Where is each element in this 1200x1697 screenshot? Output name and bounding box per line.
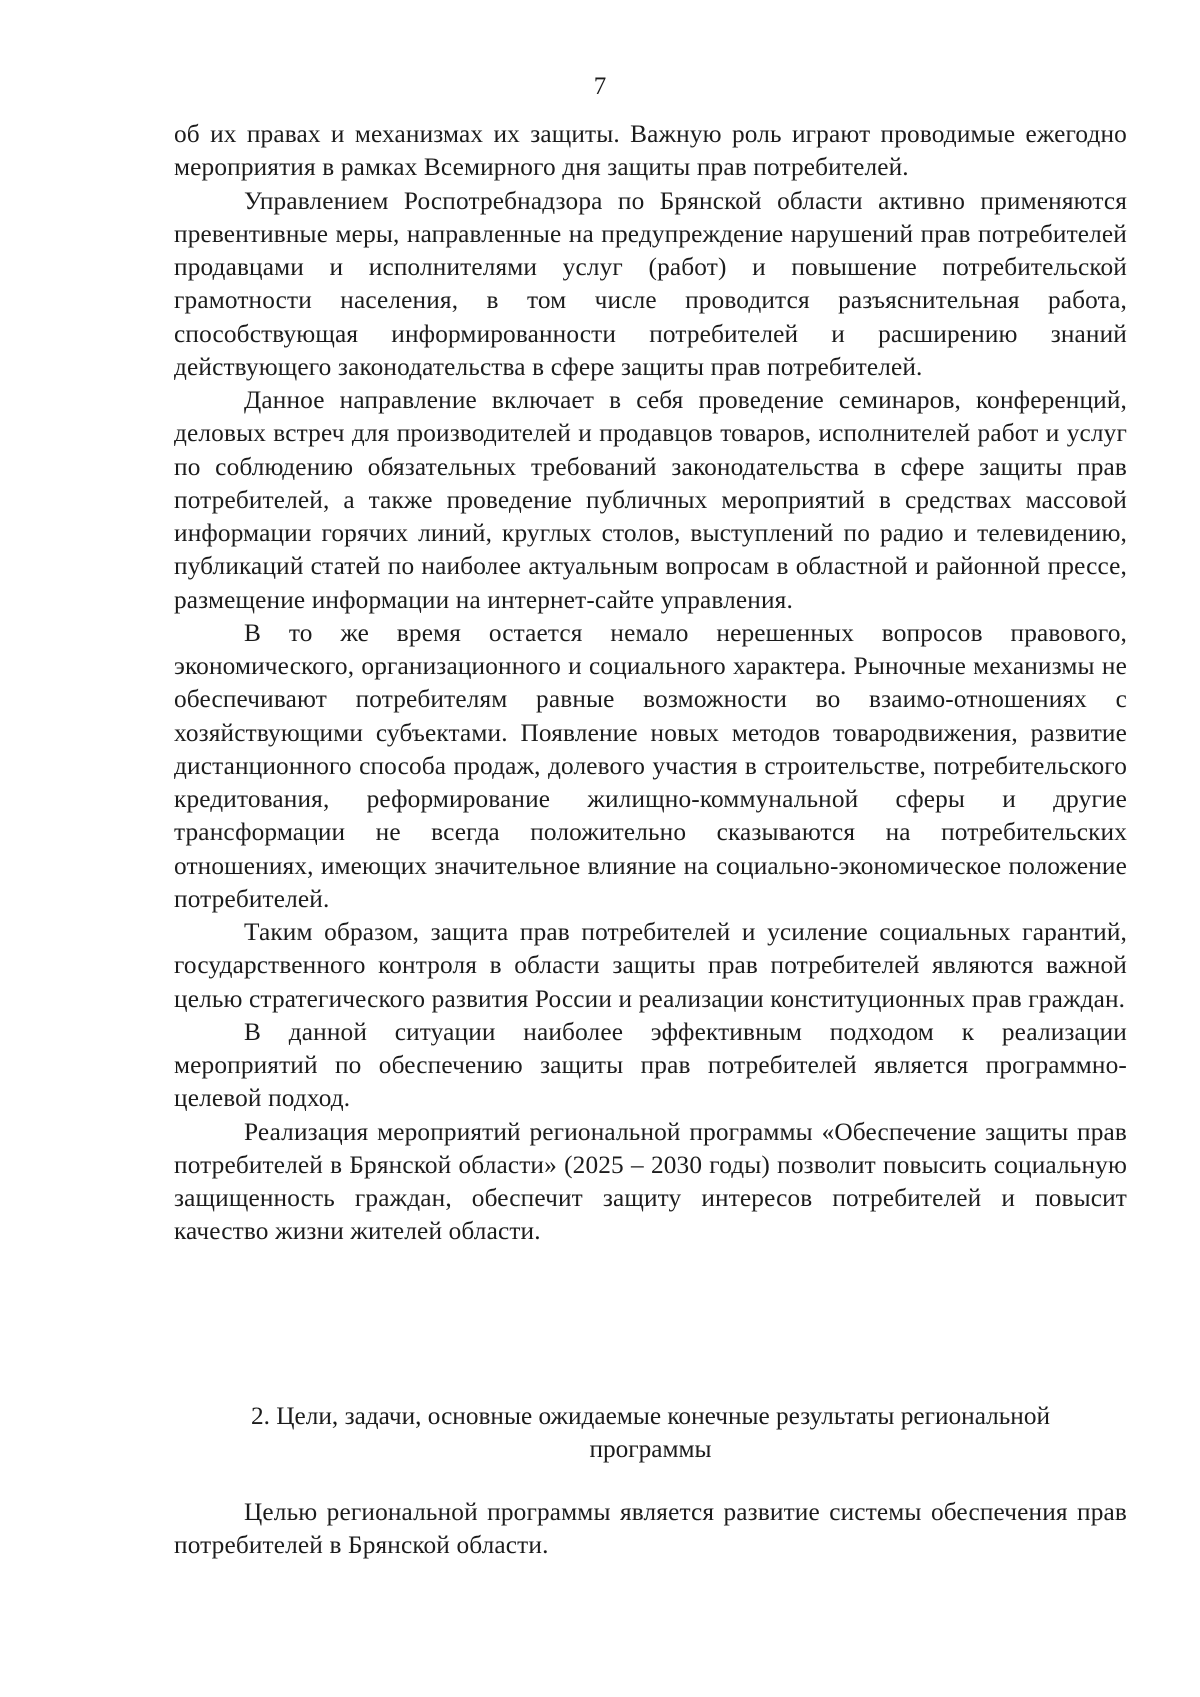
paragraph-unresolved-issues: В то же время остается немало нерешенных вопросов правового, экономического, организационного и социального характера. Рыночные механизмы не обеспечивают потребителям равные возможности во взаимо-отношениях с хозяйствующими субъектами. Появление новых методов товародвижения, развитие дистанционного способа продаж, долевого участия в строительстве, потребительского кредитования, реформирование жилищно-коммунальной сферы и другие трансформации не всегда положительно сказываются на потребительских отношениях, имеющих значительное влияние на социально-экономическое положение потребителей. [174, 618, 1127, 913]
paragraph-conclusion: Таким образом, защита прав потребителей и усиление социальных гарантий, государственного контроля в области защиты прав потребителей являются важной целью стратегического развития России и реализации конституционных прав граждан. [174, 918, 1127, 1013]
section-heading-line-1: 2. Цели, задачи, основные ожидаемые конечные результаты региональной [250, 1402, 1051, 1430]
paragraph-direction: Данное направление включает в себя проведение семинаров, конференций, деловых встреч для производителей и продавцов товаров, исполнителей работ и услуг по соблюдению обязательных требований законодательства в сфере защиты прав потребителей, а также проведение публичных мероприятий в средствах массовой информации горячих линий, круглых столов, выступлений по радио и телевидению, публикаций статей по наиболее актуальным вопросам в областной и районной прессе, размещение информации на интернет-сайте управления. [174, 386, 1127, 614]
page-number: 7 [593, 73, 607, 100]
section-heading [174, 1400, 1127, 1467]
paragraph-continued: об их правах и механизмах их защиты. Важную роль играют проводимые ежегодно мероприятия в рамках Всемирного дня защиты прав потребителей. [174, 120, 1127, 182]
paragraph-approach: В данной ситуации наиболее эффективным подходом к реализации мероприятий по обеспечению защиты прав потребителей является программно-целевой подход. [174, 1017, 1127, 1113]
body-text [174, 118, 1127, 1249]
section-heading-line-2: программы [589, 1435, 712, 1464]
paragraph-program-realization: Реализация мероприятий региональной программы «Обеспечение защиты прав потребителей в Брянской области» (2025 – 2030 годы) позволит повысить социальную защищенность граждан, обеспечит защиту интересов потребителей и повысит качество жизни жителей области. [174, 1117, 1127, 1246]
paragraph-rospotrebnadzor: Управлением Роспотребнадзора по Брянской области активно применяются превентивные меры, направленные на предупреждение нарушений прав потребителей продавцами и исполнителями услуг (работ) и повышение потребительской грамотности населения, в том числе проводится разъяснительная работа, способствующая информированности потребителей и расширению знаний действующего законодательства в сфере защиты прав потребителей. [174, 186, 1127, 381]
paragraph-goal: Целью региональной программы является развитие системы обеспечения прав потребителей в Брянской области. [174, 1498, 1127, 1560]
